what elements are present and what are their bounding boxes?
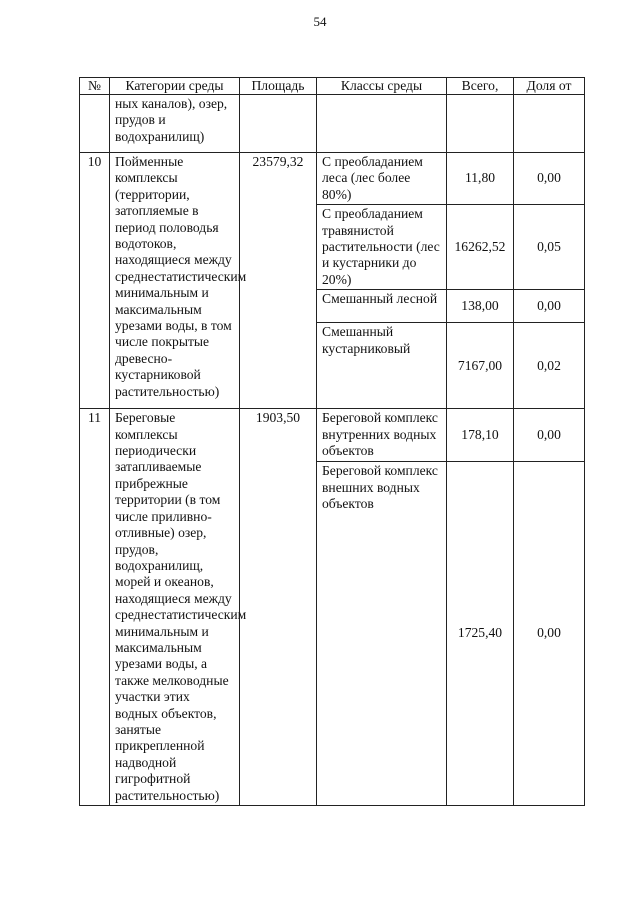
page-number: 54 (313, 14, 327, 29)
env-class-cell: С преобладанием леса (лес более 80%) (317, 153, 447, 205)
env-class-cell: Береговой комплекс внешних водных объектов (317, 462, 447, 806)
continuation-area (240, 95, 317, 153)
header-num: № (80, 78, 110, 95)
total-cell: 178,10 (447, 409, 514, 462)
row-num: 10 (80, 153, 110, 409)
share-cell: 0,00 (514, 462, 585, 806)
header-category: Категории среды (110, 78, 240, 95)
env-class-cell: Смешанный лесной (317, 290, 447, 323)
share-cell: 0,00 (514, 153, 585, 205)
continuation-num (80, 95, 110, 153)
table-header-row (80, 78, 585, 95)
total-cell: 7167,00 (447, 323, 514, 409)
env-class-cell: Смешанный кустарниковый (317, 323, 447, 409)
total-cell: 16262,52 (447, 205, 514, 290)
row-area: 23579,32 (240, 153, 317, 409)
share-cell: 0,02 (514, 323, 585, 409)
env-class-cell: Береговой комплекс внутренних водных объектов (317, 409, 447, 462)
continuation-row (80, 95, 585, 153)
row-area: 1903,50 (240, 409, 317, 806)
share-cell: 0,05 (514, 205, 585, 290)
environment-classes-table (79, 77, 585, 806)
header-total: Всего, (447, 78, 514, 95)
row-category: Береговые комплексы периодически затапливаемые прибрежные территории (в том числе приливно-отливные) озер, прудов, водохранилищ, морей и океанов, находящиеся между среднестатистическим минимальным и максимальным урезами воды, а также мелководные участки этих водных объектов, занятые прикрепленной надводной гигрофитной растительностью) (110, 409, 240, 806)
total-cell: 11,80 (447, 153, 514, 205)
share-cell: 0,00 (514, 409, 585, 462)
env-class-cell: С преобладанием травянистой растительности (лес и кустарники до 20%) (317, 205, 447, 290)
header-env-class: Классы среды (317, 78, 447, 95)
table-row-10 (80, 153, 585, 205)
header-area: Площадь (240, 78, 317, 95)
continuation-total (447, 95, 514, 153)
total-cell: 1725,40 (447, 462, 514, 806)
header-share: Доля от (514, 78, 585, 95)
continuation-share (514, 95, 585, 153)
continuation-class (317, 95, 447, 153)
table-row-11 (80, 409, 585, 462)
share-cell: 0,00 (514, 290, 585, 323)
row-num: 11 (80, 409, 110, 806)
row-category: Пойменные комплексы (территории, затопляемые в период половодья водотоков, находящиеся между среднестатистическим минимальным и максимальным урезами воды, в том числе покрытые древесно-кустарниковой растительностью) (110, 153, 240, 409)
continuation-category: ных каналов), озер, прудов и водохранилищ) (110, 95, 240, 153)
total-cell: 138,00 (447, 290, 514, 323)
